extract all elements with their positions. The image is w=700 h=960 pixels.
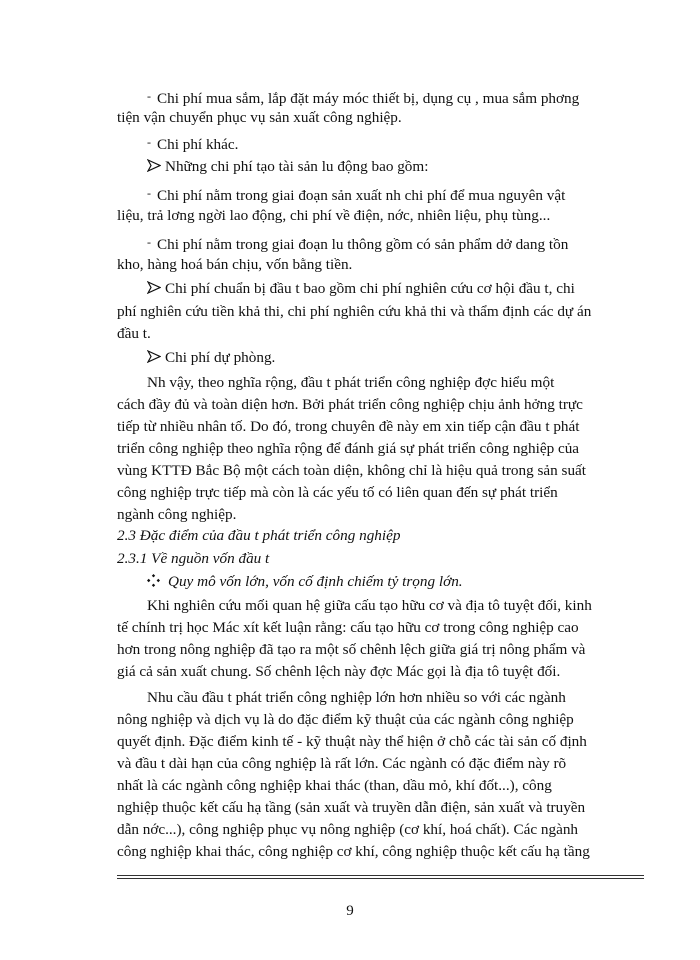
text-line: dẫn nớc...), công nghiệp phục vụ nông nghiệp (cơ khí, hoá chất). Các ngành xyxy=(117,821,579,838)
text-line: Nhu cầu đầu t phát triển công nghiệp lớn hơn nhiều so với các ngành xyxy=(147,689,566,706)
text-line: triển công nghiệp theo nghĩa rộng để đánh giá sự phát triển công nghiệp của xyxy=(117,440,580,457)
four-diamond-bullet-icon xyxy=(147,574,160,587)
text-line: tiếp từ nhiều nhân tố. Do đó, trong chuyên đề này em xin tiếp cận đầu t phát xyxy=(117,418,580,435)
text-line: - Chi phí khác. xyxy=(147,135,239,153)
dash-marker: - xyxy=(147,89,151,103)
text-line: liệu, trả lơng ngời lao động, chi phí về điện, nớc, nhiên liệu, phụ tùng... xyxy=(117,207,551,224)
section-heading: 2.3 Đặc điểm của đầu t phát triển công nghiệp xyxy=(117,527,401,544)
text-line: đầu t. xyxy=(117,325,151,342)
text-line: Khi nghiên cứu mối quan hệ giữa cấu tạo hữu cơ và địa tô tuyệt đối, kinh xyxy=(147,597,592,614)
text-line: Chi phí dự phòng. xyxy=(147,347,697,369)
text-line: Chi phí chuẩn bị đầu t bao gồm chi phí nghiên cứu cơ hội đầu t, chi xyxy=(147,278,697,300)
text-line: Những chi phí tạo tài sản lu động bao gồm: xyxy=(147,156,697,178)
text-line: công nghiệp trực tiếp mà còn là các yếu tố có liên quan đến sự phát triển xyxy=(117,484,558,501)
text-line: nghiệp thuộc kết cấu hạ tầng (sản xuất và truyền dẫn điện, sản xuất và truyền xyxy=(117,799,586,816)
text-line: - Chi phí nằm trong giai đoạn lu thông gồm có sản phẩm dở dang tồn xyxy=(147,235,569,253)
text-line: kho, hàng hoá bán chịu, vốn bằng tiền. xyxy=(117,256,353,273)
dash-marker: - xyxy=(147,235,151,249)
text-line: cách đầy đủ và toàn diện hơn. Bởi phát triển công nghiệp chịu ảnh hởng trực xyxy=(117,396,583,413)
text-line: và đầu t dài hạn của công nghiệp là rất lớn. Các ngành có đặc điểm này rõ xyxy=(117,755,567,772)
text-line: tiện vận chuyển phục vụ sản xuất công nghiệp. xyxy=(117,109,402,126)
text-line: - Chi phí mua sắm, lắp đặt máy móc thiết bị, dụng cụ , mua sắm phơng xyxy=(147,89,580,107)
text-line: nhất là các ngành công nghiệp khai thác (than, dầu mỏ, khí đốt...), công xyxy=(117,777,552,794)
text-line: phí nghiên cứu tiền khả thi, chi phí nghiên cứu khả thi và thẩm định các dự án xyxy=(117,303,592,320)
text-line: hơn trong nông nghiệp đã tạo ra một số chênh lệch giữa giá trị nông phẩm và xyxy=(117,641,586,658)
text-line: tế chính trị học Mác xít kết luận rằng: cấu tạo hữu cơ trong công nghiệp cao xyxy=(117,619,579,636)
arrow-bullet-icon xyxy=(147,281,161,294)
text-line: vùng KTTĐ Bắc Bộ một cách toàn diện, không chỉ là hiệu quả trong sản suất xyxy=(117,462,587,479)
footer-rule xyxy=(117,878,644,879)
text-line: công nghiệp khai thác, công nghiệp cơ khí, công nghiệp thuộc kết cấu hạ tầng xyxy=(117,843,590,860)
page-number: 9 xyxy=(346,903,354,919)
text-line: quyết định. Đặc điểm kinh tế - kỹ thuật này thể hiện ở chỗ các tài sản cố định xyxy=(117,733,587,750)
text-line: giá cả sản xuất chung. Số chênh lệch này đợc Mác gọi là địa tô tuyệt đối. xyxy=(117,663,561,680)
text-line: - Chi phí nằm trong giai đoạn sản xuất nh chi phí để mua nguyên vật xyxy=(147,186,566,204)
subsection-heading: 2.3.1 Về nguồn vốn đầu t xyxy=(117,550,270,567)
footer-rule xyxy=(117,875,644,876)
text-line: Nh vậy, theo nghĩa rộng, đầu t phát triển công nghiệp đợc hiểu một xyxy=(147,374,555,391)
dash-marker: - xyxy=(147,135,151,149)
text-line: ngành công nghiệp. xyxy=(117,506,237,523)
text-line: Quy mô vốn lớn, vốn cố định chiếm tỷ trọng lớn. xyxy=(147,571,697,593)
arrow-bullet-icon xyxy=(147,159,161,172)
text-line: nông nghiệp và dịch vụ là do đặc điểm kỹ thuật của các ngành công nghiệp xyxy=(117,711,574,728)
arrow-bullet-icon xyxy=(147,350,161,363)
dash-marker: - xyxy=(147,186,151,200)
